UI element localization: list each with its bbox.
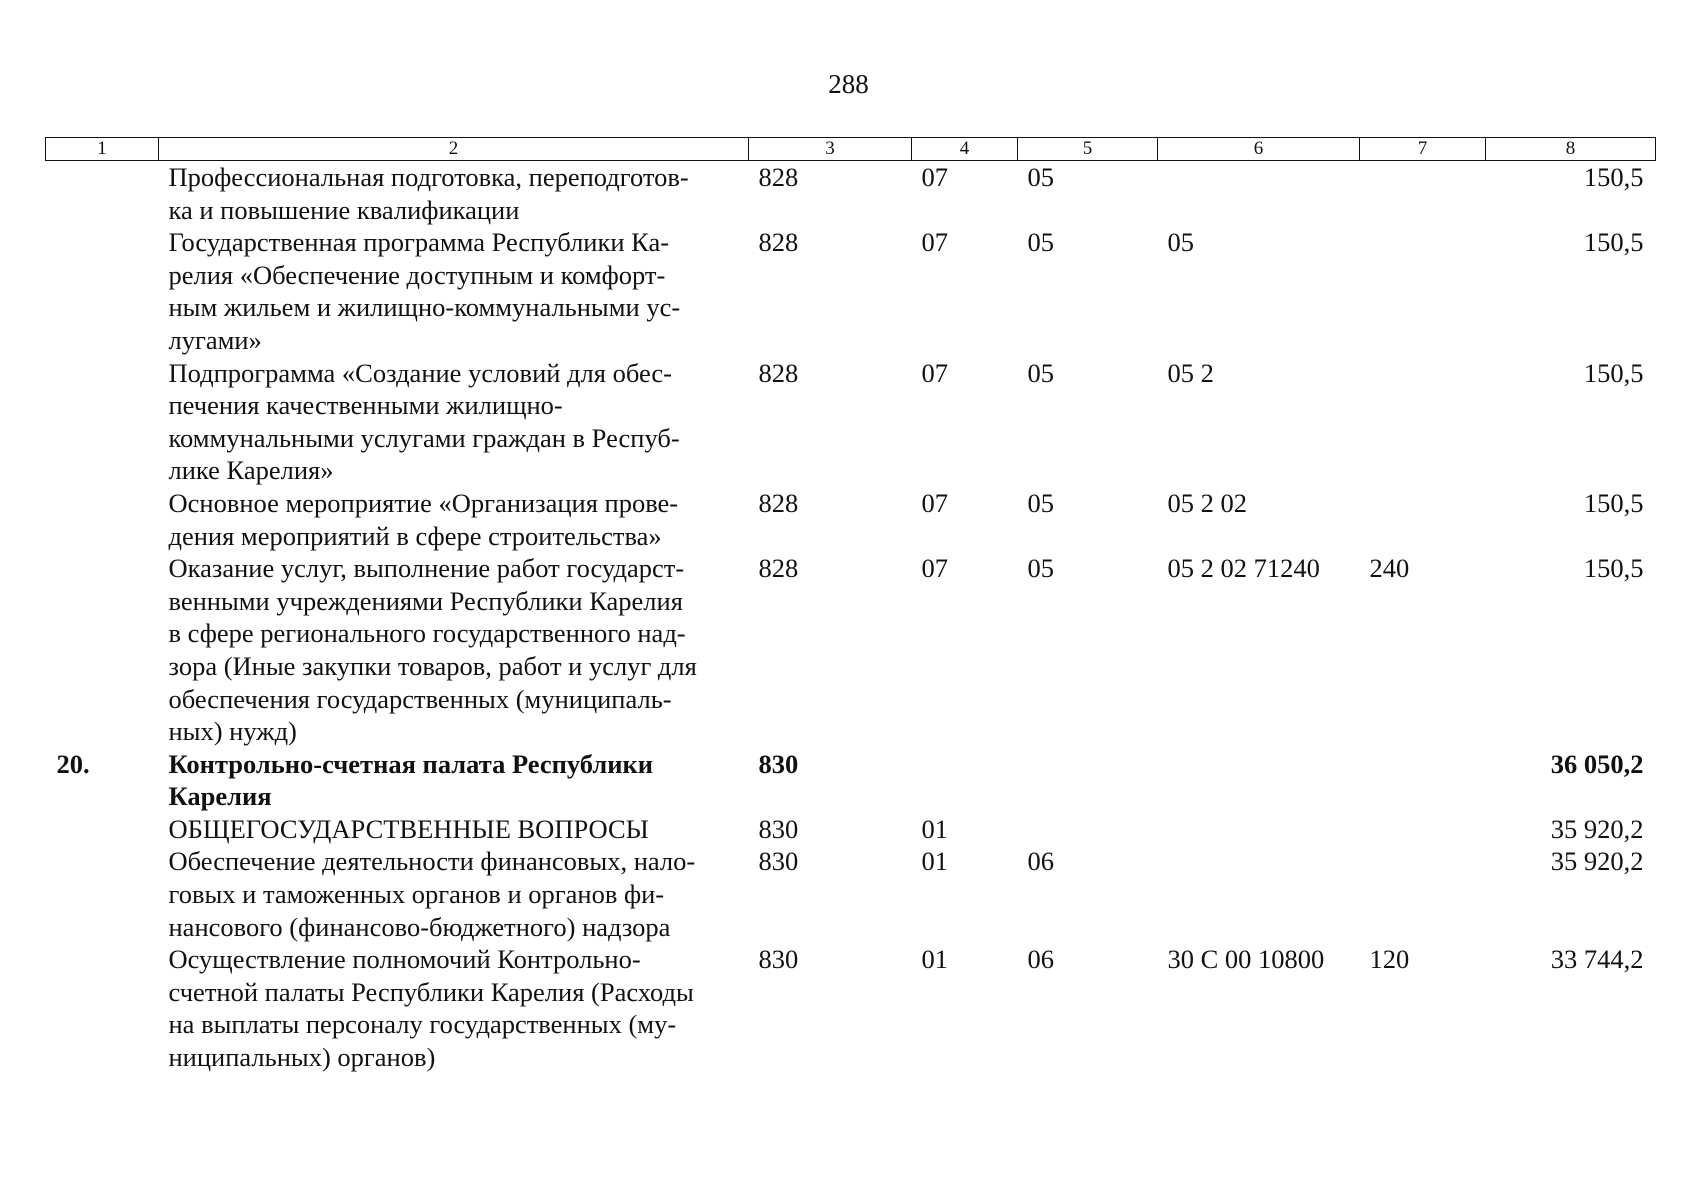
row-name-line: на выплаты персоналу государственных (му- [168,1009,677,1040]
header-cell-2: 2 [159,138,749,161]
row-code-3: 828 [758,553,799,584]
row-name [159,161,749,227]
row-code-4 [912,748,1018,813]
row-name [159,813,749,846]
row-number [46,357,159,487]
row-name-line: Государственная программа Республики Ка- [168,227,670,258]
row-name-line: ных) нужд) [168,716,297,747]
row-code-6: 30 С 00 10800 [1167,944,1325,975]
row-name-line: Подпрограмма «Создание условий для обес- [168,357,672,388]
table-row [46,845,1656,943]
row-code-3: 828 [758,162,799,192]
row-name-line: в сфере регионального государственного над- [168,618,686,649]
row-name [159,845,749,943]
row-code-7 [1360,357,1486,487]
header-cell-3: 3 [749,138,912,161]
table-header [46,138,1656,161]
row-amount: 35 920,2 [1550,813,1644,844]
row-amount: 33 744,2 [1550,944,1644,975]
row-name-line: Оказание услуг, выполнение работ государст- [168,553,685,584]
header-cell-1: 1 [46,138,159,161]
row-code-3: 830 [758,944,799,975]
row-code-5: 06 [1027,944,1054,975]
row-code-7 [1360,161,1486,227]
row-code-6: 05 2 02 71240 [1167,553,1320,584]
row-code-6: 05 2 02 [1167,487,1247,518]
row-code-7 [1360,226,1486,356]
row-code-4: 07 [921,553,948,584]
row-name [159,226,749,356]
row-name [159,552,749,748]
row-name-line: Основное мероприятие «Организация прове- [168,487,679,518]
row-name-line: печения качественными жилищно- [168,390,563,421]
row-code-7 [1360,487,1486,552]
row-code-7 [1360,748,1486,813]
row-code-6: 05 2 [1167,357,1214,388]
row-code-3: 828 [758,357,799,388]
row-code-6: 05 [1167,227,1194,258]
row-code-6 [1158,161,1360,227]
row-number [46,813,159,846]
row-name-line: нансового (финансово-бюджетного) надзора [168,911,671,942]
row-code-4: 01 [921,813,948,844]
row-name-line: лугами» [168,324,262,355]
table-row [46,161,1656,227]
table-row [46,487,1656,552]
table-row [46,943,1656,1073]
row-number [46,943,159,1073]
row-name-line: Контрольно-счетная палата Республики [168,748,654,779]
row-number [46,161,159,227]
row-number [46,226,159,356]
row-name-line: коммунальными услугами граждан в Респуб- [168,422,680,453]
row-amount: 150,5 [1583,487,1644,518]
row-name [159,748,749,813]
row-name-line: Обеспечение деятельности финансовых, нало- [168,846,696,877]
row-amount: 150,5 [1583,357,1644,388]
table-row [46,357,1656,487]
row-code-3: 828 [758,227,799,258]
row-number [46,552,159,748]
row-code-5: 06 [1027,846,1054,877]
row-code-5: 05 [1027,227,1054,258]
row-amount: 150,5 [1583,227,1644,258]
row-name-line: говых и таможенных органов и органов фи- [168,879,665,910]
row-name [159,487,749,552]
row-code-3: 828 [758,487,799,518]
header-cell-8: 8 [1486,138,1656,161]
row-code-5 [1018,813,1158,846]
row-code-4: 07 [921,162,948,192]
row-name-line: Карелия [168,781,272,812]
row-name-line: ОБЩЕГОСУДАРСТВЕННЫЕ ВОПРОСЫ [168,813,649,844]
row-amount: 36 050,2 [1550,748,1644,779]
table-body [46,161,1656,1074]
header-row [46,138,1656,161]
row-code-7: 240 [1369,553,1410,584]
page-number: 288 [828,69,869,99]
row-name-line: лике Карелия» [168,455,334,486]
row-code-5: 05 [1027,162,1054,192]
row-code-4: 01 [921,944,948,975]
row-name-line: релия «Обеспечение доступным и комфорт- [168,259,666,290]
row-name-line: обеспечения государственных (муниципаль- [168,683,672,714]
row-code-7: 120 [1369,944,1410,975]
row-code-7 [1360,845,1486,943]
row-code-4: 07 [921,357,948,388]
row-code-3: 830 [758,748,799,779]
table-row [46,552,1656,748]
row-name-line: счетной палаты Республики Карелия (Расходы [168,976,694,1007]
row-name [159,357,749,487]
row-code-3: 830 [758,813,799,844]
header-cell-6: 6 [1158,138,1360,161]
row-name [159,943,749,1073]
row-name-line: Профессиональная подготовка, переподготов- [168,162,689,192]
row-name-line: ка и повышение квалификации [168,194,520,225]
row-code-7 [1360,813,1486,846]
row-code-4: 01 [921,846,948,877]
header-cell-7: 7 [1360,138,1486,161]
header-cell-5: 5 [1018,138,1158,161]
row-name-line: дения мероприятий в сфере строительства» [168,520,662,551]
row-name-line: ниципальных) органов) [168,1042,436,1073]
table-row [46,748,1656,813]
row-name-line: зора (Иные закупки товаров, работ и услуг для [168,650,697,681]
row-number [46,845,159,943]
row-code-6 [1158,748,1360,813]
row-number: 20. [56,748,90,779]
table-row [46,226,1656,356]
row-amount: 150,5 [1583,553,1644,584]
row-code-6 [1158,845,1360,943]
row-code-5 [1018,748,1158,813]
header-cell-4: 4 [912,138,1018,161]
row-code-6 [1158,813,1360,846]
table-row [46,813,1656,846]
row-number [46,487,159,552]
row-name-line: ным жильем и жилищно-коммунальными ус- [168,292,681,323]
row-name-line: Осуществление полномочий Контрольно- [168,944,641,975]
row-code-4: 07 [921,487,948,518]
row-name-line: венными учреждениями Республики Карелия [168,585,683,616]
budget-table [45,137,1656,1074]
row-code-5: 05 [1027,553,1054,584]
row-code-5: 05 [1027,357,1054,388]
row-code-3: 830 [758,846,799,877]
row-code-4: 07 [921,227,948,258]
row-code-5: 05 [1027,487,1054,518]
row-amount: 150,5 [1583,162,1644,192]
row-amount: 35 920,2 [1550,846,1644,877]
